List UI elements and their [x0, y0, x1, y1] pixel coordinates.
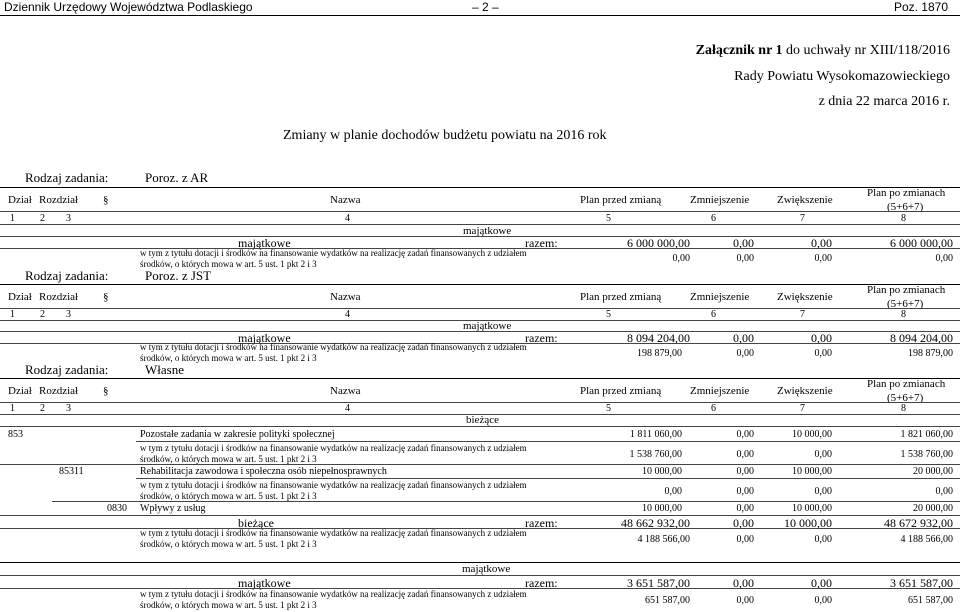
table-top-rule-2 — [0, 284, 960, 285]
row-plan-przed: 10 000,00 — [642, 503, 682, 514]
col-dzial-1: Dział — [8, 194, 32, 206]
row-plan-przed: 1 811 060,00 — [629, 429, 682, 440]
note-zmniejszenie-2: 0,00 — [736, 348, 754, 359]
table-top-rule-1 — [0, 187, 960, 188]
col-num-1: 1 — [10, 403, 15, 414]
note-line2-1: środków, o których mowa w art. 5 ust. 1 pkt 2 i 3 — [140, 259, 317, 269]
note-plan-przed-3: 4 188 566,00 — [637, 534, 690, 545]
col-zwiekszenie-2: Zwiększenie — [777, 291, 833, 303]
col-plan-po-1: Plan po zmianach — [867, 187, 946, 199]
col-num-7: 7 — [800, 309, 805, 320]
group-rule-3 — [0, 426, 960, 427]
col-num-4: 4 — [345, 213, 350, 224]
summary-note-plan-przed: 651 587,00 — [645, 595, 690, 606]
position-number: Poz. 1870 — [893, 0, 948, 14]
note-line2-3a: środków, o których mowa w art. 5 ust. 1 pkt 2 i 3 — [140, 454, 317, 464]
total-plan-przed-1: 6 000 000,00 — [627, 236, 690, 250]
col-rozdzial-2: Rozdział — [39, 291, 79, 303]
header-rule-3 — [0, 402, 960, 403]
summary-zwiekszenie: 0,00 — [811, 576, 832, 590]
row-zmniejszenie: 0,00 — [736, 503, 754, 514]
total-plan-przed-3: 48 662 932,00 — [621, 516, 690, 530]
summary-note-line1: w tym z tytułu dotacji i środków na finansowanie wydatków na realizację zadań finansowanych z udziałem — [140, 589, 527, 599]
row-zwiekszenie: 10 000,00 — [792, 429, 832, 440]
col-num-2: 2 — [40, 213, 45, 224]
total-label-2: majątkowe — [238, 331, 291, 345]
col-zwiekszenie-1: Zwiększenie — [777, 194, 833, 206]
col-plan-przed-3: Plan przed zmianą — [580, 385, 662, 397]
col-num-7: 7 — [800, 213, 805, 224]
summary-zmniejszenie: 0,00 — [733, 576, 754, 590]
rodzaj-label-1: Rodzaj zadania: — [25, 170, 109, 185]
rodzaj-value-2: Poroz. z JST — [145, 268, 212, 283]
col-num-2: 2 — [40, 309, 45, 320]
note-zwiekszenie-3a: 0,00 — [814, 449, 832, 460]
row-zwiekszenie: 10 000,00 — [792, 466, 832, 477]
row-rule — [0, 464, 960, 465]
row-plan-po: 20 000,00 — [913, 503, 953, 514]
col-num-3: 3 — [66, 309, 71, 320]
col-num-1: 1 — [10, 213, 15, 224]
col-num-5: 5 — [606, 213, 611, 224]
note-zmniejszenie-1: 0,00 — [736, 253, 754, 264]
row-rule — [136, 441, 960, 442]
col-dzial-3: Dział — [8, 385, 32, 397]
header-divider — [0, 15, 960, 16]
note-line2-3: środków, o których mowa w art. 5 ust. 1 pkt 2 i 3 — [140, 539, 317, 549]
razem-label-1: razem: — [525, 236, 558, 250]
attachment-number: Załącznik nr 1 — [695, 43, 783, 58]
col-zmniejszenie-3: Zmniejszenie — [690, 385, 750, 397]
col-par-1: § — [103, 194, 109, 206]
rodzaj-value-1: Poroz. z AR — [145, 170, 209, 185]
note-line1-3a: w tym z tytułu dotacji i środków na finansowanie wydatków na realizację zadań finansowanych z udziałem — [140, 443, 527, 453]
col-nazwa-2: Nazwa — [330, 291, 361, 303]
total-zmniejszenie-3: 0,00 — [733, 516, 754, 530]
col-rozdzial-1: Rozdział — [39, 194, 79, 206]
col-plan-po-sub-1: (5+6+7) — [887, 201, 924, 213]
col-par-3: § — [103, 385, 109, 397]
total-plan-po-2: 8 094 204,00 — [890, 331, 953, 345]
summary-note-zmniejszenie: 0,00 — [736, 595, 754, 606]
col-num-5: 5 — [606, 309, 611, 320]
col-num-8: 8 — [901, 309, 906, 320]
col-plan-przed-2: Plan przed zmianą — [580, 291, 662, 303]
note-line1-3: w tym z tytułu dotacji i środków na finansowanie wydatków na realizację zadań finansowanych z udziałem — [140, 528, 527, 538]
group-label-2: majątkowe — [463, 320, 512, 332]
col-par-2: § — [103, 291, 109, 303]
total-zwiekszenie-1: 0,00 — [811, 236, 832, 250]
note-plan-po-1: 0,00 — [935, 253, 953, 264]
row-rule — [136, 478, 960, 479]
row-rozdzial: 85311 — [59, 466, 84, 477]
col-nazwa-3: Nazwa — [330, 385, 361, 397]
note-zwiekszenie-3: 0,00 — [814, 534, 832, 545]
summary-note-zwiekszenie: 0,00 — [814, 595, 832, 606]
col-nazwa-1: Nazwa — [330, 194, 361, 206]
total-plan-po-1: 6 000 000,00 — [890, 236, 953, 250]
group-label-1: majątkowe — [463, 225, 512, 237]
journal-name: Dziennik Urzędowy Województwa Podlaskiego — [4, 0, 253, 14]
razem-label-3: razem: — [525, 516, 558, 530]
col-num-3: 3 — [66, 403, 71, 414]
col-zwiekszenie-3: Zwiększenie — [777, 385, 833, 397]
total-zmniejszenie-2: 0,00 — [733, 331, 754, 345]
note-plan-po-3a: 1 538 760,00 — [900, 449, 953, 460]
col-zmniejszenie-1: Zmniejszenie — [690, 194, 750, 206]
col-plan-po-2: Plan po zmianach — [867, 284, 946, 296]
header-rule-2 — [0, 308, 960, 309]
row-plan-po: 1 821 060,00 — [900, 429, 953, 440]
col-num-6: 6 — [711, 213, 716, 224]
note-line2-2: środków, o których mowa w art. 5 ust. 1 pkt 2 i 3 — [140, 353, 317, 363]
note-line2-3b: środków, o których mowa w art. 5 ust. 1 pkt 2 i 3 — [140, 491, 317, 501]
note-plan-przed-2: 198 879,00 — [637, 348, 682, 359]
total-zwiekszenie-2: 0,00 — [811, 331, 832, 345]
col-zmniejszenie-2: Zmniejszenie — [690, 291, 750, 303]
row-nazwa: Rehabilitacja zawodowa i społeczna osób niepełnosprawnych — [140, 466, 387, 477]
note-line1-2: w tym z tytułu dotacji i środków na finansowanie wydatków na realizację zadań finansowanych z udziałem — [140, 342, 527, 352]
note-zmniejszenie-3: 0,00 — [736, 534, 754, 545]
row-nazwa: Pozostałe zadania w zakresie polityki społecznej — [140, 429, 335, 440]
row-plan-przed: 10 000,00 — [642, 466, 682, 477]
total-label-1: majątkowe — [238, 236, 291, 250]
row-zmniejszenie: 0,00 — [736, 429, 754, 440]
resolution-number: do uchwały nr XIII/118/2016 — [782, 43, 950, 58]
summary-total-label: majątkowe — [238, 576, 291, 590]
row-paragraf: 0830 — [107, 503, 127, 514]
row-zwiekszenie: 10 000,00 — [792, 503, 832, 514]
row-dzial: 853 — [8, 429, 23, 440]
table-top-rule-3 — [0, 378, 960, 379]
col-rozdzial-3: Rozdział — [39, 385, 79, 397]
col-num-8: 8 — [901, 403, 906, 414]
summary-note-plan-po: 651 587,00 — [908, 595, 953, 606]
group-label-3: bieżące — [466, 414, 499, 426]
col-plan-po-sub-2: (5+6+7) — [887, 298, 924, 310]
col-num-1: 1 — [10, 309, 15, 320]
attachment-line-2: Rady Powiatu Wysokomazowieckiego — [734, 69, 950, 84]
total-plan-przed-2: 8 094 204,00 — [627, 331, 690, 345]
col-num-8: 8 — [901, 213, 906, 224]
note-line1-1: w tym z tytułu dotacji i środków na finansowanie wydatków na realizację zadań finansowanych z udziałem — [140, 248, 527, 258]
col-num-7: 7 — [800, 403, 805, 414]
total-zwiekszenie-3: 10 000,00 — [784, 516, 832, 530]
document-title: Zmiany w planie dochodów budżetu powiatu na 2016 rok — [283, 128, 607, 143]
summary-group-label: majątkowe — [462, 563, 511, 575]
col-num-6: 6 — [711, 403, 716, 414]
note-zwiekszenie-2: 0,00 — [814, 348, 832, 359]
col-num-5: 5 — [606, 403, 611, 414]
rodzaj-label-3: Rodzaj zadania: — [25, 362, 109, 377]
col-num-6: 6 — [711, 309, 716, 320]
razem-label-2: razem: — [525, 331, 558, 345]
note-zmniejszenie-3a: 0,00 — [736, 449, 754, 460]
summary-razem-label: razem: — [525, 576, 558, 590]
note-plan-przed-3b: 0,00 — [664, 486, 682, 497]
note-zwiekszenie-1: 0,00 — [814, 253, 832, 264]
note-plan-po-3b: 0,00 — [935, 486, 953, 497]
attachment-line-3: z dnia 22 marca 2016 r. — [818, 94, 950, 109]
col-num-4: 4 — [345, 403, 350, 414]
note-line1-3b: w tym z tytułu dotacji i środków na finansowanie wydatków na realizację zadań finansowanych z udziałem — [140, 480, 527, 490]
total-plan-po-3: 48 672 932,00 — [884, 516, 953, 530]
note-zmniejszenie-3b: 0,00 — [736, 486, 754, 497]
note-zwiekszenie-3b: 0,00 — [814, 486, 832, 497]
rodzaj-label-2: Rodzaj zadania: — [25, 268, 109, 283]
page-number: – 2 – — [472, 0, 499, 14]
total-zmniejszenie-1: 0,00 — [733, 236, 754, 250]
attachment-line-1 — [696, 43, 950, 59]
col-num-4: 4 — [345, 309, 350, 320]
rodzaj-value-3: Własne — [145, 362, 184, 377]
note-plan-przed-1: 0,00 — [672, 253, 690, 264]
col-plan-po-sub-3: (5+6+7) — [887, 392, 924, 404]
note-plan-po-2: 198 879,00 — [908, 348, 953, 359]
row-plan-po: 20 000,00 — [913, 466, 953, 477]
summary-note-line2: środków, o których mowa w art. 5 ust. 1 pkt 2 i 3 — [140, 600, 317, 610]
note-plan-po-3: 4 188 566,00 — [900, 534, 953, 545]
header-rule-1 — [0, 211, 960, 212]
note-plan-przed-3a: 1 538 760,00 — [629, 449, 682, 460]
col-plan-przed-1: Plan przed zmianą — [580, 194, 662, 206]
row-nazwa: Wpływy z usług — [140, 503, 206, 514]
col-plan-po-3: Plan po zmianach — [867, 378, 946, 390]
summary-plan-przed: 3 651 587,00 — [627, 576, 690, 590]
summary-plan-po: 3 651 587,00 — [890, 576, 953, 590]
col-num-3: 3 — [66, 213, 71, 224]
col-dzial-2: Dział — [8, 291, 32, 303]
total-label-3: bieżące — [238, 516, 274, 530]
row-rule — [52, 501, 960, 502]
col-num-2: 2 — [40, 403, 45, 414]
row-zmniejszenie: 0,00 — [736, 466, 754, 477]
